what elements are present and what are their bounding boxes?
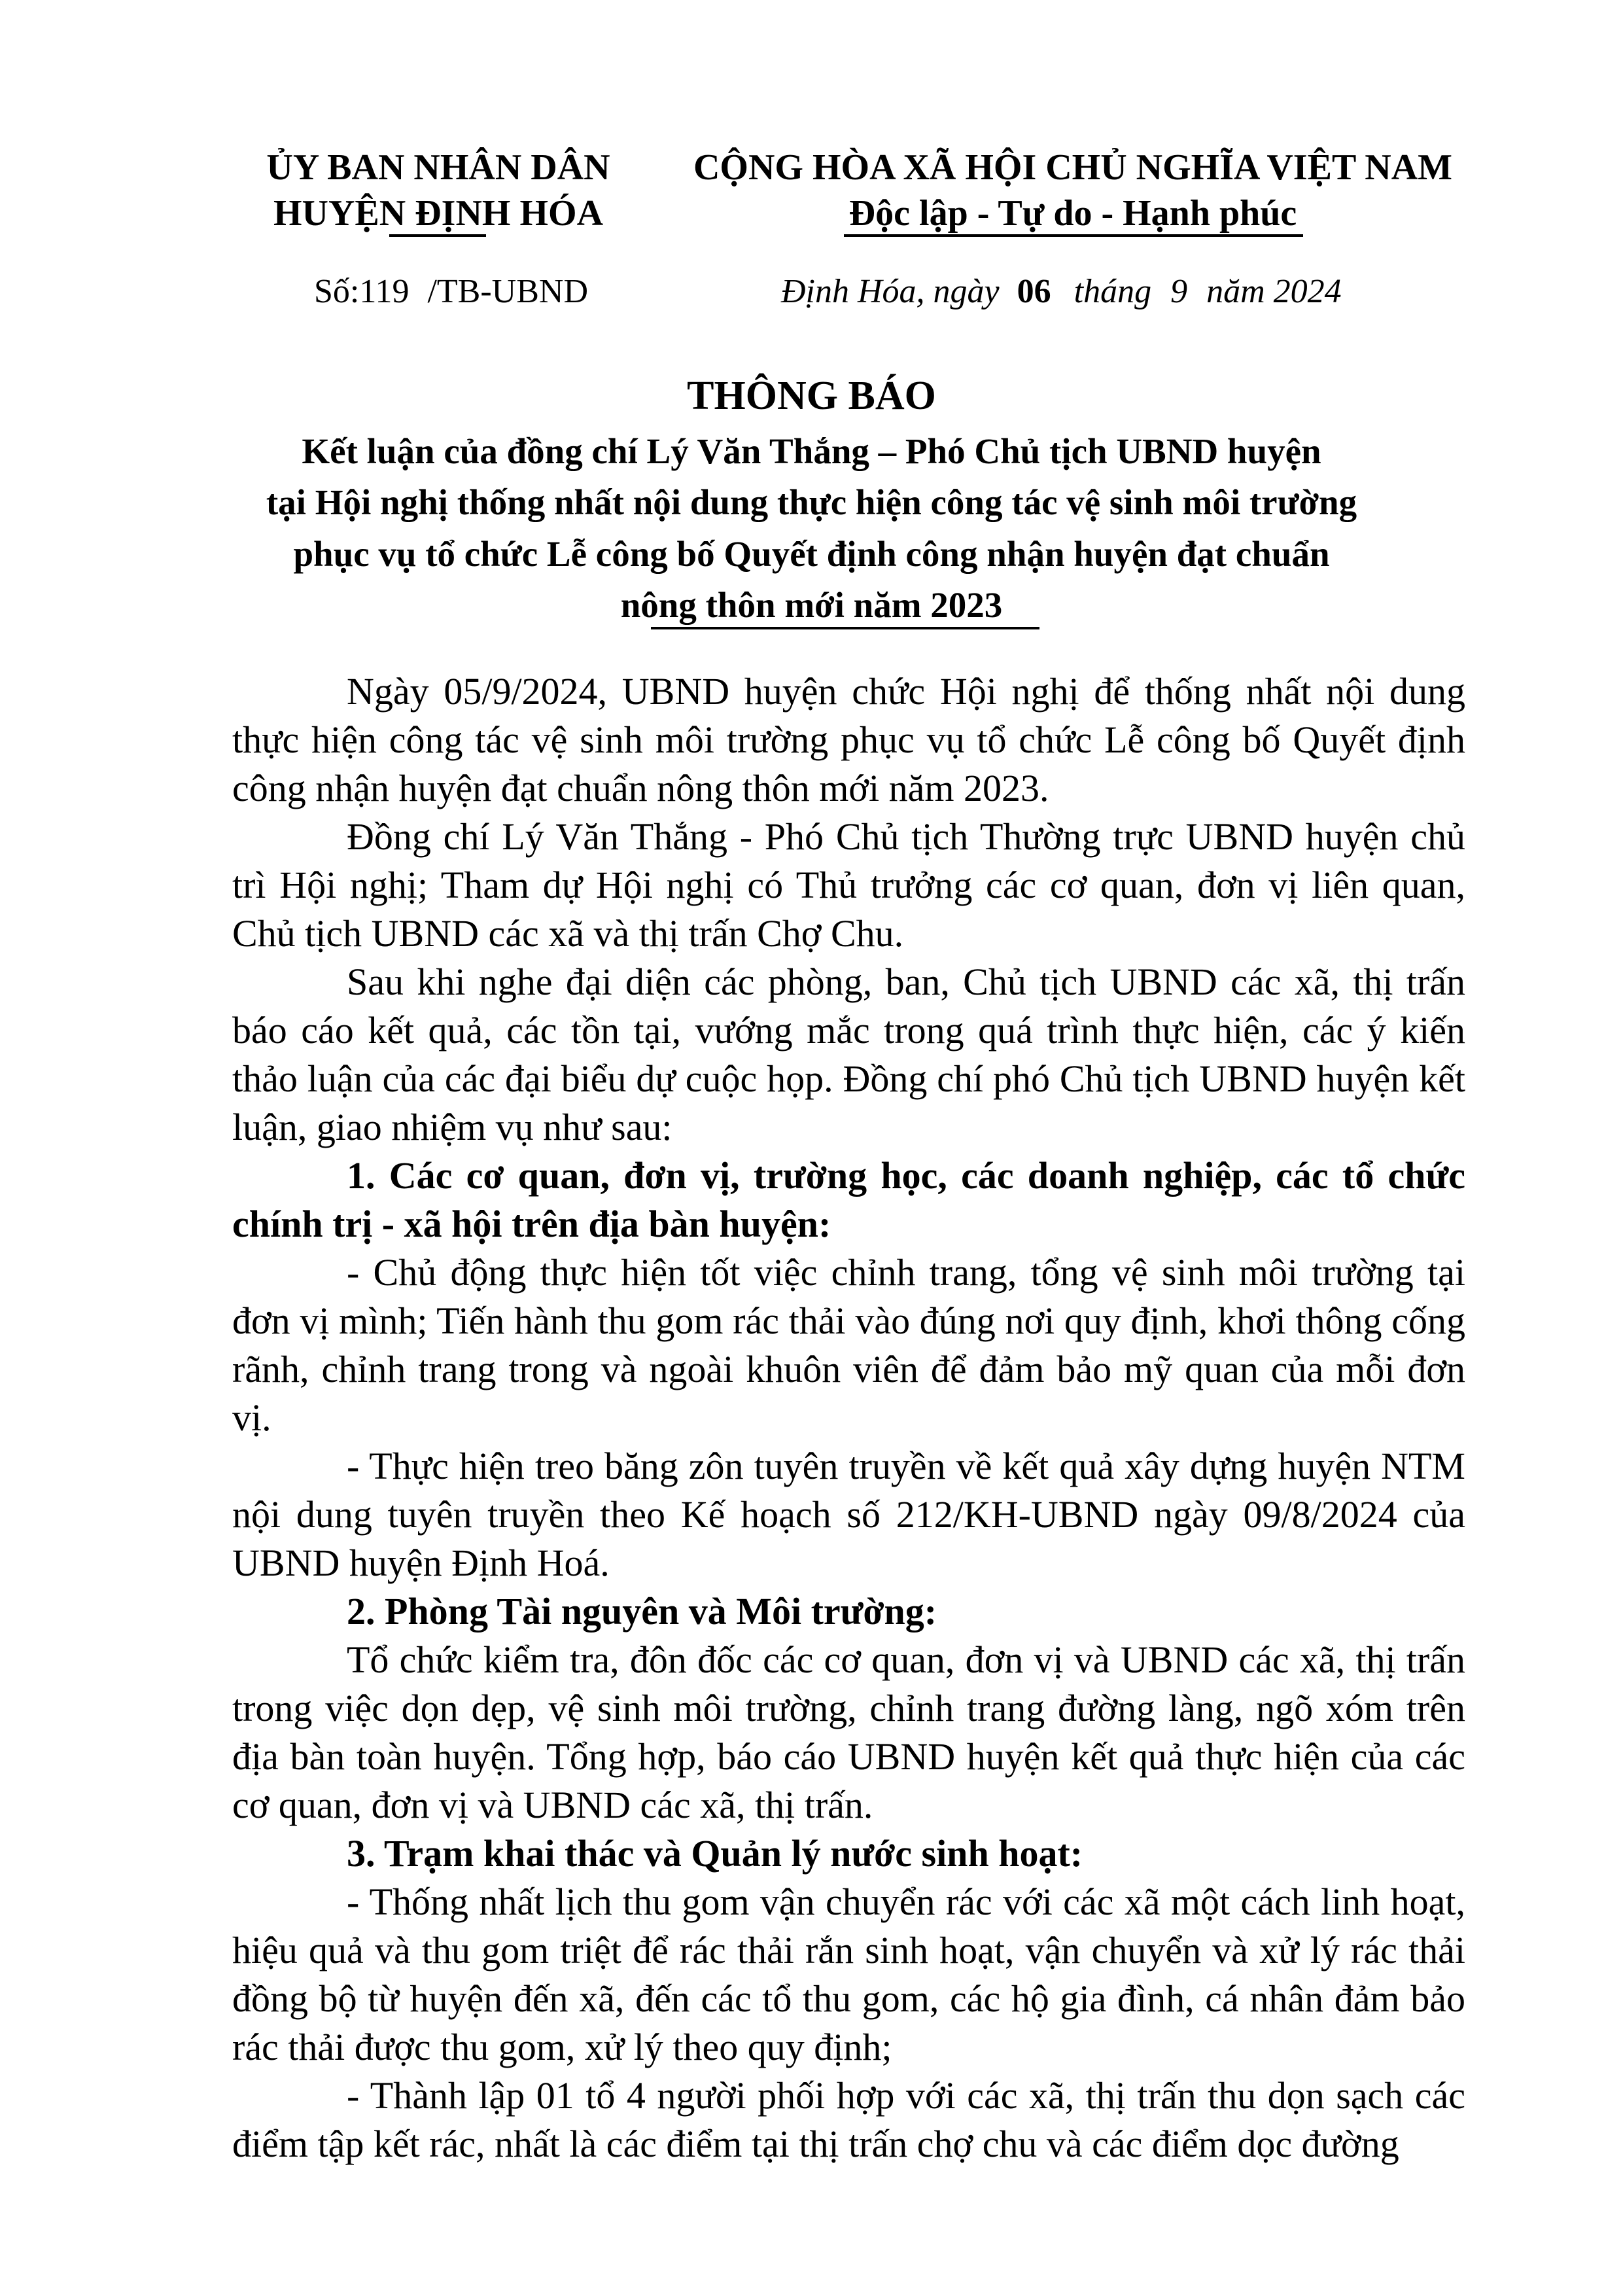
org-name-line2: HUYỆN ĐỊNH HÓA [273,193,604,234]
issue-date [781,275,1342,309]
issuing-organization [255,149,621,232]
national-motto [687,149,1459,232]
section-3-item-2: - Thành lập 01 tổ 4 người phối hợp với các xã, thị trấn thu dọn sạch các điểm tập kết rác, nhất là các điểm tại thị trấn chợ chu và các điểm dọc đường [232,2074,1465,2165]
motto-underline [844,234,1303,237]
notice-subject-line3: phục vụ tổ chức Lễ công bố Quyết định công nhận huyện đạt chuẩn [293,534,1330,574]
date-month-label: tháng [1073,273,1152,310]
section-2-heading: 2. Phòng Tài nguyên và Môi trường: [347,1590,937,1633]
section-1-item-2: - Thực hiện treo băng zôn tuyên truyền về kết quả xây dựng huyện NTM nội dung tuyên truyền theo Kế hoạch số 212/KH-UBND ngày 09/8/2024 của UBND huyện Định Hoá. [232,1445,1465,1584]
motto-line: Độc lập - Tự do - Hạnh phúc [848,193,1297,234]
notice-subject-line1: Kết luận của đồng chí Lý Văn Thắng – Phó Chủ tịch UBND huyện [302,431,1321,471]
document-number-value: 119 [359,273,410,310]
document-body [232,667,1465,2168]
notice-heading: THÔNG BÁO [687,374,936,418]
body-paragraph-conclusion-intro: Sau khi nghe đại diện các phòng, ban, Chủ tịch UBND các xã, thị trấn báo cáo kết quả, các tồn tại, vướng mắc trong quá trình thực hiện, các ý kiến thảo luận của các đại biểu dự cuộc họp. Đồng chí phó Chủ tịch UBND huyện kết luận, giao nhiệm vụ như sau: [232,961,1465,1148]
section-3-item-1: - Thống nhất lịch thu gom vận chuyển rác với các xã một cách linh hoạt, hiệu quả và thu gom triệt để rác thải rắn sinh hoạt, vận chuyển và xử lý rác thải đồng bộ từ huyện đến xã, đến các tổ thu gom, các hộ gia đình, cá nhân đảm bảo rác thải được thu gom, xử lý theo quy định; [232,1881,1465,2068]
date-month: 9 [1170,273,1188,310]
date-year: năm 2024 [1206,273,1342,310]
title-underline [651,627,1039,629]
org-name-line1: ỦY BAN NHÂN DÂN [266,147,610,188]
section-1-item-1: - Chủ động thực hiện tốt việc chỉnh trang, tổng vệ sinh môi trường tại đơn vị mình; Tiến hành thu gom rác thải vào đúng nơi quy định, khơi thông cống rãnh, chỉnh trang trong và ngoài khuôn viên để đảm bảo mỹ quan của mỗi đơn vị. [232,1251,1465,1439]
notice-subject-line2: tại Hội nghị thống nhất nội dung thực hiện công tác vệ sinh môi trường [266,482,1357,522]
date-place-prefix: Định Hóa, ngày [781,273,1000,310]
section-1-heading: 1. Các cơ quan, đơn vị, trường học, các doanh nghiệp, các tổ chức chính trị - xã hội trên địa bàn huyện: [232,1154,1465,1245]
section-3-heading: 3. Trạm khai thác và Quản lý nước sinh hoạt: [347,1832,1083,1875]
document-number [314,275,588,309]
notice-subject-line4: nông thôn mới năm 2023 [620,585,1003,625]
section-2-item-1: Tổ chức kiểm tra, đôn đốc các cơ quan, đơn vị và UBND các xã, thị trấn trong việc dọn dẹp, vệ sinh môi trường, chỉnh trang đường làng, ngõ xóm trên địa bàn toàn huyện. Tổng hợp, báo cáo UBND huyện kết quả thực hiện của các cơ quan, đơn vị và UBND các xã, thị trấn. [232,1638,1465,1826]
org-name-underline [389,234,486,237]
body-paragraph-meeting-date: Ngày 05/9/2024, UBND huyện chức Hội nghị để thống nhất nội dung thực hiện công tác vệ sinh môi trường phục vụ tổ chức Lễ công bố Quyết định công nhận huyện đạt chuẩn nông thôn mới năm 2023. [232,670,1465,809]
document-number-prefix: Số: [314,273,360,310]
date-day: 06 [1017,273,1051,310]
document-number-suffix: /TB-UBND [427,273,589,310]
country-name: CỘNG HÒA XÃ HỘI CHỦ NGHĨA VIỆT NAM [693,147,1453,188]
body-paragraph-chair: Đồng chí Lý Văn Thắng - Phó Chủ tịch Thường trực UBND huyện chủ trì Hội nghị; Tham dự Hội nghị có Thủ trưởng các cơ quan, đơn vị liên quan, Chủ tịch UBND các xã và thị trấn Chợ Chu. [232,815,1465,955]
